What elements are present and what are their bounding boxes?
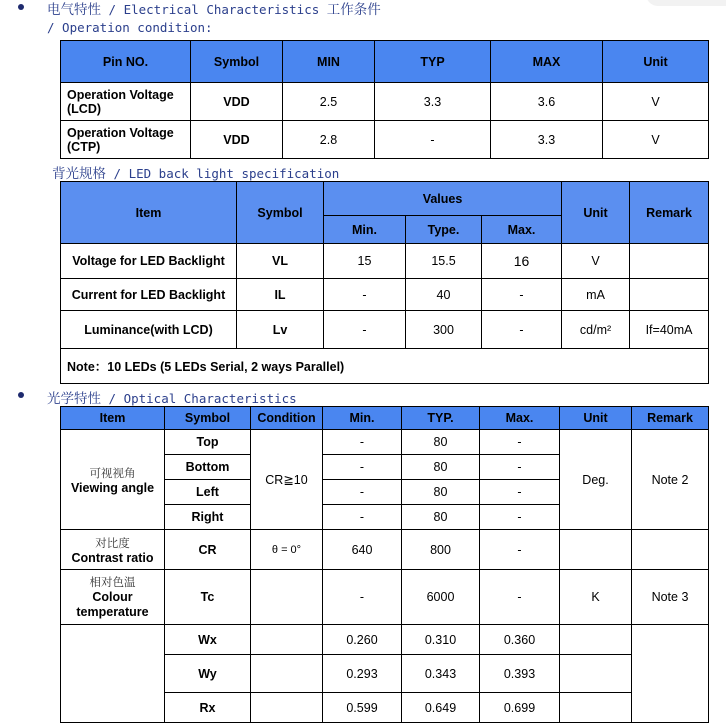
- table-row: [61, 625, 709, 655]
- col-header: Min.: [324, 216, 406, 244]
- cell: [560, 625, 632, 655]
- contrast-ratio-item: [61, 530, 165, 570]
- item-en: Viewing angle: [70, 480, 155, 495]
- col-header: Unit: [562, 182, 630, 244]
- cell: [560, 655, 632, 693]
- col-header: Symbol: [191, 41, 283, 83]
- cell: 80: [402, 505, 480, 530]
- cell: 80: [402, 430, 480, 455]
- col-header: Values: [324, 182, 562, 216]
- cell: -: [375, 121, 491, 159]
- table-row: [61, 83, 709, 121]
- cell: 0.599: [323, 693, 402, 723]
- cell: [560, 693, 632, 723]
- cell: Rx: [165, 693, 251, 723]
- col-header: Unit: [560, 407, 632, 430]
- cell: [251, 693, 323, 723]
- cell: CR: [165, 530, 251, 570]
- cell: 0.649: [402, 693, 480, 723]
- window-corner: [646, 0, 726, 6]
- cell: θ = 0°: [251, 530, 323, 570]
- col-header: TYP: [375, 41, 491, 83]
- col-header: Type.: [406, 216, 482, 244]
- cell: V: [603, 121, 709, 159]
- cell: VL: [237, 244, 324, 279]
- cell: 0.260: [323, 625, 402, 655]
- cell: 16: [482, 244, 562, 279]
- col-header: Unit: [603, 41, 709, 83]
- cell: 2.5: [283, 83, 375, 121]
- colour-temperature-item: [61, 570, 165, 625]
- item-cn: 对比度: [95, 535, 130, 550]
- cell: V: [562, 244, 630, 279]
- table-row: [61, 349, 709, 384]
- cell: [630, 244, 709, 279]
- cell: 0.343: [402, 655, 480, 693]
- cell: Right: [165, 505, 251, 530]
- section-title-en: / Electrical Characteristics: [101, 2, 327, 17]
- section-title-en: / Optical Characteristics: [101, 391, 297, 406]
- col-header: Item: [61, 407, 165, 430]
- cell: mA: [562, 279, 630, 311]
- col-header: Min.: [323, 407, 402, 430]
- cell: 0.393: [480, 655, 560, 693]
- cell: 0.310: [402, 625, 480, 655]
- cell: 15: [324, 244, 406, 279]
- section-electrical-title: [47, 0, 381, 19]
- cell: Operation Voltage (LCD): [61, 83, 191, 121]
- table-row: [61, 311, 709, 349]
- section-title-cn: 背光规格: [52, 166, 106, 182]
- cell: Current for LED Backlight: [61, 279, 237, 311]
- col-header: Max.: [480, 407, 560, 430]
- section-title-en: / LED back light specification: [106, 166, 340, 181]
- col-header: TYP.: [402, 407, 480, 430]
- col-header: Remark: [632, 407, 709, 430]
- cell: VDD: [191, 83, 283, 121]
- cell: K: [560, 570, 632, 625]
- col-header: Condition: [251, 407, 323, 430]
- cell: -: [324, 311, 406, 349]
- cell: Top: [165, 430, 251, 455]
- cell: 0.293: [323, 655, 402, 693]
- section-title-cn2: 工作条件: [326, 2, 381, 18]
- cell: CR≧10: [251, 430, 323, 530]
- cell: Left: [165, 480, 251, 505]
- cell: -: [480, 455, 560, 480]
- section-title-cn: 电气特性: [47, 2, 101, 18]
- col-header: Symbol: [237, 182, 324, 244]
- col-header: Remark: [630, 182, 709, 244]
- table-row: [61, 430, 709, 455]
- cell: -: [323, 570, 402, 625]
- table-row: [61, 530, 709, 570]
- section-backlight-title: [52, 162, 339, 183]
- cell: -: [480, 530, 560, 570]
- cell: -: [323, 480, 402, 505]
- cell: -: [323, 505, 402, 530]
- cell: cd/m²: [562, 311, 630, 349]
- cell: -: [480, 480, 560, 505]
- cell: VDD: [191, 121, 283, 159]
- table-row: [61, 121, 709, 159]
- cell: -: [480, 505, 560, 530]
- cell: 640: [323, 530, 402, 570]
- section-title-cn: 光学特性: [47, 391, 101, 407]
- cell: V: [603, 83, 709, 121]
- cell: -: [323, 430, 402, 455]
- cell: 3.3: [491, 121, 603, 159]
- col-header: MAX: [491, 41, 603, 83]
- col-header: MIN: [283, 41, 375, 83]
- table-row: [61, 279, 709, 311]
- cell: [251, 655, 323, 693]
- cell: Deg.: [560, 430, 632, 530]
- section-optical-title: [47, 387, 297, 408]
- cell: -: [480, 570, 560, 625]
- bullet-dot: [18, 392, 24, 398]
- cell: Lv: [237, 311, 324, 349]
- section-operation-subtitle: / Operation condition:: [47, 20, 213, 35]
- cell: [251, 625, 323, 655]
- cell: 2.8: [283, 121, 375, 159]
- cell: Note 3: [632, 570, 709, 625]
- cell: -: [482, 279, 562, 311]
- cell: 80: [402, 455, 480, 480]
- table-row: [61, 570, 709, 625]
- cell: Voltage for LED Backlight: [61, 244, 237, 279]
- cell: -: [480, 430, 560, 455]
- col-header: Symbol: [165, 407, 251, 430]
- cell: -: [482, 311, 562, 349]
- cell: Luminance(with LCD): [61, 311, 237, 349]
- cell: 40: [406, 279, 482, 311]
- cell: [251, 570, 323, 625]
- cell: [61, 625, 165, 723]
- cell: Wx: [165, 625, 251, 655]
- col-header: Max.: [482, 216, 562, 244]
- cell: 0.699: [480, 693, 560, 723]
- cell: 3.3: [375, 83, 491, 121]
- operation-condition-table: [60, 40, 709, 159]
- cell: Tc: [165, 570, 251, 625]
- cell: If=40mA: [630, 311, 709, 349]
- cell: [632, 530, 709, 570]
- cell: Wy: [165, 655, 251, 693]
- cell: 80: [402, 480, 480, 505]
- cell: 15.5: [406, 244, 482, 279]
- table-row: [61, 244, 709, 279]
- item-cn: 相对色温: [89, 575, 136, 589]
- item-en: Contrast ratio: [71, 550, 154, 565]
- cell: 300: [406, 311, 482, 349]
- item-en: Colour temperature: [76, 590, 149, 619]
- cell: [630, 279, 709, 311]
- cell: Note 2: [632, 430, 709, 530]
- col-header: Item: [61, 182, 237, 244]
- backlight-table: [60, 181, 709, 384]
- cell: 3.6: [491, 83, 603, 121]
- cell: 6000: [402, 570, 480, 625]
- item-cn: 可视视角: [89, 465, 136, 480]
- cell: -: [323, 455, 402, 480]
- cell: -: [324, 279, 406, 311]
- cell: [560, 530, 632, 570]
- optical-table: [60, 406, 709, 723]
- cell: 0.360: [480, 625, 560, 655]
- col-header: Pin NO.: [61, 41, 191, 83]
- cell: Bottom: [165, 455, 251, 480]
- cell: IL: [237, 279, 324, 311]
- note-text: Note：10 LEDs (5 LEDs Serial, 2 ways Parallel): [61, 349, 709, 384]
- bullet-dot: [18, 4, 24, 10]
- cell: Operation Voltage (CTP): [61, 121, 191, 159]
- viewing-angle-item: [61, 430, 165, 530]
- cell: [632, 625, 709, 723]
- cell: 800: [402, 530, 480, 570]
